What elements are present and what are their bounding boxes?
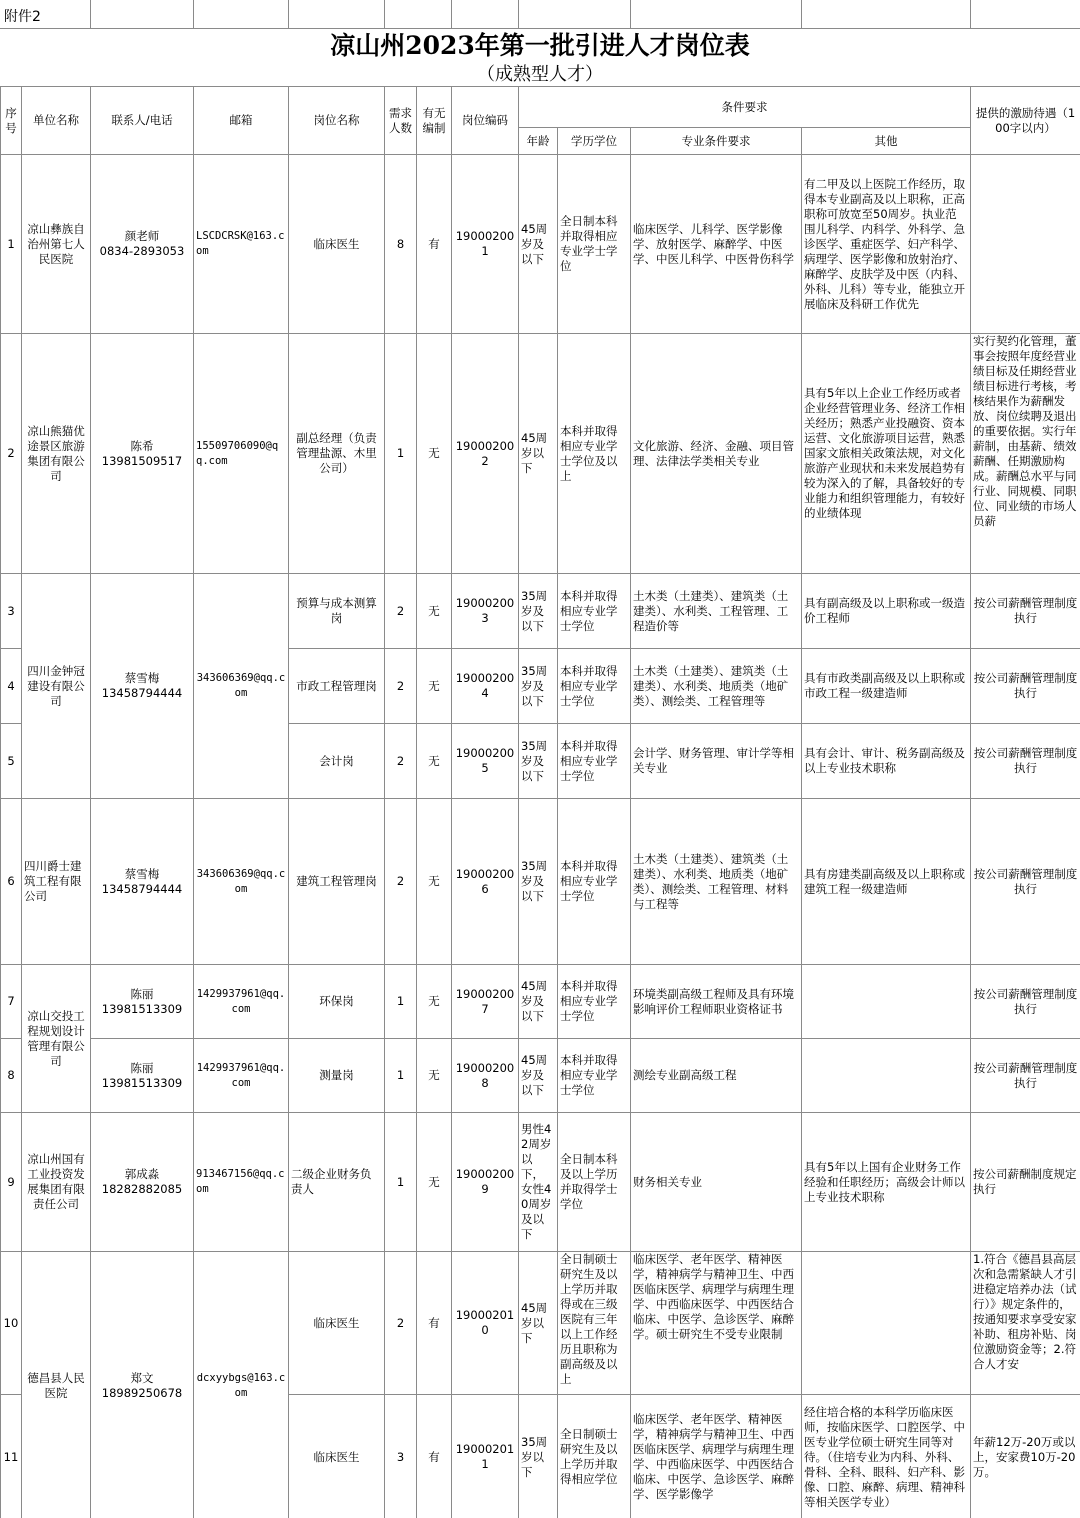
- cell-other: [802, 965, 971, 1039]
- cell-other: [802, 1039, 971, 1113]
- cell-major: 土木类（土建类）、建筑类（土建类）、水利类、工程管理、工程造价等: [631, 574, 802, 649]
- cell-code: 190002010: [452, 1252, 519, 1395]
- cell-code: 190002007: [452, 965, 519, 1039]
- cell-count: 1: [385, 1039, 417, 1113]
- cell-unit: 凉山州国有工业投资发展集团有限责任公司: [22, 1113, 91, 1252]
- cell-email: LSCDCRSK@163.com: [194, 155, 289, 334]
- page-subtitle: （成熟型人才）: [477, 64, 603, 85]
- cell-benefit: 按公司薪酬制度规定执行: [971, 1113, 1080, 1252]
- header-conditions: 条件要求: [519, 87, 971, 128]
- cell-post: 市政工程管理岗: [289, 649, 385, 724]
- grid-line: [518, 0, 519, 28]
- cell-count: 3: [385, 1395, 417, 1518]
- cell-age: 45周岁及以下: [519, 1039, 558, 1113]
- cell-degree: 本科并取得相应专业学士学位: [558, 1039, 631, 1113]
- cell-post: 环保岗: [289, 965, 385, 1039]
- cell-degree: 全日制硕士研究生及以上学历并取得相应学位: [558, 1395, 631, 1518]
- grid-line: [801, 0, 802, 28]
- cell-major: 会计学、财务管理、审计学等相关专业: [631, 724, 802, 799]
- cell-email: dcxyybgs@163.com: [194, 1252, 289, 1518]
- grid-line: [451, 0, 452, 28]
- header-code: 岗位编码: [452, 87, 519, 155]
- header-unit: 单位名称: [22, 87, 91, 155]
- cell-age: 45周岁以下: [519, 1252, 558, 1395]
- cell-other: 经住培合格的本科学历临床医师，按临床医学、口腔医学、中医专业学位硕士研究生同等对待。（住培专业为内科、外科、骨科、全科、眼科、妇产科、影像、口腔、麻醉、病理、精神科等相关医学专业）: [802, 1395, 971, 1518]
- cell-code: 190002006: [452, 799, 519, 965]
- cell-degree: 全日制本科及以上学历并取得学士学位: [558, 1113, 631, 1252]
- cell-count: 1: [385, 1113, 417, 1252]
- cell-major: 文化旅游、经济、金融、项目管理、法律法学类相关专业: [631, 334, 802, 574]
- cell-code: 190002011: [452, 1395, 519, 1518]
- cell-seq: 10: [1, 1252, 22, 1395]
- cell-major: 临床医学、儿科学、医学影像学、放射医学、麻醉学、中医学、中医儿科学、中医骨伤科学: [631, 155, 802, 334]
- cell-email: 913467156@qq.com: [194, 1113, 289, 1252]
- header-age: 年龄: [519, 128, 558, 155]
- header-staffing: 有无编制: [417, 87, 452, 155]
- header-other: 其他: [802, 128, 971, 155]
- cell-post: 会计岗: [289, 724, 385, 799]
- cell-post: 预算与成本测算岗: [289, 574, 385, 649]
- cell-seq: 11: [1, 1395, 22, 1518]
- cell-count: 1: [385, 965, 417, 1039]
- cell-other: 具有副高级及以上职称或一级造价工程师: [802, 574, 971, 649]
- cell-seq: 7: [1, 965, 22, 1039]
- cell-seq: 6: [1, 799, 22, 965]
- grid-line: [970, 0, 971, 28]
- cell-benefit: 按公司薪酬管理制度执行: [971, 799, 1080, 965]
- cell-major: 财务相关专业: [631, 1113, 802, 1252]
- cell-count: 8: [385, 155, 417, 334]
- cell-major: 土木类（土建类）、建筑类（土建类）、水利类、地质类（地矿类）、测绘类、工程管理等: [631, 649, 802, 724]
- cell-code: 190002008: [452, 1039, 519, 1113]
- table-row: [1, 334, 1080, 574]
- cell-staffing: 无: [417, 1039, 452, 1113]
- cell-benefit: 年薪12万-20万或以上，安家费10万-20万。: [971, 1395, 1080, 1518]
- cell-contact: 颜老师 0834-2893053: [91, 155, 194, 334]
- table-row: [1, 799, 1080, 965]
- cell-major: 临床医学、老年医学、精神医学，精神病学与精神卫生、中西医临床医学、病理学与病理生理学、中西临床医学、中西医结合临床、中医学、急诊医学、麻醉学、医学影像学: [631, 1395, 802, 1518]
- cell-age: 35周岁及以下: [519, 724, 558, 799]
- cell-major: 土木类（土建类）、建筑类（土建类）、水利类、地质类（地矿类）、测绘类、工程管理、材料与工程等: [631, 799, 802, 965]
- cell-other: 具有市政类副高级及以上职称或市政工程一级建造师: [802, 649, 971, 724]
- cell-benefit: 按公司薪酬管理制度执行: [971, 1039, 1080, 1113]
- cell-count: 2: [385, 724, 417, 799]
- cell-staffing: 无: [417, 334, 452, 574]
- cell-post: 副总经理（负责管理盐源、木里公司）: [289, 334, 385, 574]
- grid-line: [384, 0, 385, 28]
- cell-contact: 蔡雪梅 13458794444: [91, 574, 194, 799]
- cell-post: 二级企业财务负责人: [289, 1113, 385, 1252]
- cell-other: 具有房建类副高级及以上职称或建筑工程一级建造师: [802, 799, 971, 965]
- cell-age: 35周岁及以下: [519, 574, 558, 649]
- cell-degree: 全日制硕士研究生及以上学历并取得或在三级医院有三年以上工作经历且职称为副高级及以上: [558, 1252, 631, 1395]
- cell-other: 有二甲及以上医院工作经历，取得本专业副高及以上职称，正高职称可放宽至50周岁。执业范围儿科学、内科学、外科学、急诊医学、重症医学、妇产科学、病理学、医学影像和放射治疗、麻醉学、皮肤学及中医（内科、外科、儿科）等专业，能独立开展临床及科研工作优先: [802, 155, 971, 334]
- cell-seq: 1: [1, 155, 22, 334]
- cell-code: 190002003: [452, 574, 519, 649]
- header-count: 需求人数: [385, 87, 417, 155]
- cell-major: 测绘专业副高级工程: [631, 1039, 802, 1113]
- cell-seq: 2: [1, 334, 22, 574]
- cell-age: 45周岁及以下: [519, 965, 558, 1039]
- header-post: 岗位名称: [289, 87, 385, 155]
- cell-post: 建筑工程管理岗: [289, 799, 385, 965]
- cell-major: 环境类副高级工程师及具有环境影响评价工程师职业资格证书: [631, 965, 802, 1039]
- cell-other: 具有5年以上国有企业财务工作经验和任职经历；高级会计师以上专业技术职称: [802, 1113, 971, 1252]
- cell-other: 具有5年以上企业工作经历或者企业经营管理业务、经济工作相关经历；熟悉产业投融资、资本运营、文化旅游项目运营，熟悉国家文旅相关政策法规，对文化旅游产业现状和未来发展趋势有较为深入的了解，具备较好的专业能力和组织管理能力，有较好的业绩体现: [802, 334, 971, 574]
- cell-post: 临床医生: [289, 1395, 385, 1518]
- cell-seq: 9: [1, 1113, 22, 1252]
- cell-unit: 凉山交投工程规划设计管理有限公司: [22, 965, 91, 1113]
- cell-benefit: 按公司薪酬管理制度执行: [971, 965, 1080, 1039]
- header-email: 邮箱: [194, 87, 289, 155]
- header-degree: 学历学位: [558, 128, 631, 155]
- header-seq: 序号: [1, 87, 22, 155]
- table-row: [1, 1039, 1080, 1113]
- page-title: 凉山州2023年第一批引进人才岗位表: [330, 31, 750, 60]
- cell-contact: 陈希 13981509517: [91, 334, 194, 574]
- cell-age: 男性42周岁以下，女性40周岁及以下: [519, 1113, 558, 1252]
- cell-staffing: 有: [417, 1252, 452, 1395]
- cell-other: 具有会计、审计、税务副高级及以上专业技术职称: [802, 724, 971, 799]
- cell-count: 2: [385, 574, 417, 649]
- cell-age: 35周岁以下: [519, 1395, 558, 1518]
- cell-count: 2: [385, 799, 417, 965]
- cell-staffing: 无: [417, 799, 452, 965]
- grid-line: [630, 0, 631, 28]
- grid-line: [288, 0, 289, 28]
- cell-code: 190002005: [452, 724, 519, 799]
- top-row: [0, 0, 1080, 29]
- header-row: [1, 87, 1080, 128]
- cell-contact: 陈丽 13981513309: [91, 1039, 194, 1113]
- cell-degree: 本科并取得相应专业学士学位: [558, 965, 631, 1039]
- cell-staffing: 无: [417, 649, 452, 724]
- cell-major: 临床医学、老年医学、精神医学，精神病学与精神卫生、中西医临床医学、病理学与病理生理学、中西临床医学、中西医结合临床、中医学、急诊医学、麻醉学。硕士研究生不受专业限制: [631, 1252, 802, 1395]
- table-row: [1, 1252, 1080, 1395]
- cell-age: 45周岁及以下: [519, 155, 558, 334]
- cell-email: 343606369@qq.com: [194, 574, 289, 799]
- cell-unit: 凉山彝族自治州第七人民医院: [22, 155, 91, 334]
- cell-email: 15509706090@qq.com: [194, 334, 289, 574]
- cell-email: 1429937961@qq.com: [194, 1039, 289, 1113]
- cell-unit: 德昌县人民医院: [22, 1252, 91, 1518]
- cell-seq: 5: [1, 724, 22, 799]
- header-benefit: 提供的激励待遇（100字以内）: [971, 87, 1080, 155]
- cell-degree: 本科并取得相应专业学士学位: [558, 724, 631, 799]
- cell-email: 1429937961@qq.com: [194, 965, 289, 1039]
- cell-seq: 8: [1, 1039, 22, 1113]
- cell-degree: 本科并取得相应专业学士学位: [558, 799, 631, 965]
- cell-staffing: 有: [417, 155, 452, 334]
- positions-table: [0, 86, 1080, 1518]
- cell-contact: 陈丽 13981513309: [91, 965, 194, 1039]
- cell-benefit: 按公司薪酬管理制度执行: [971, 649, 1080, 724]
- table-row: [1, 965, 1080, 1039]
- cell-staffing: 无: [417, 1113, 452, 1252]
- cell-unit: 四川金钟冠建设有限公司: [22, 574, 91, 799]
- cell-unit: 凉山熊猫优途景区旅游集团有限公司: [22, 334, 91, 574]
- cell-count: 1: [385, 334, 417, 574]
- cell-benefit: 按公司薪酬管理制度执行: [971, 724, 1080, 799]
- cell-contact: 郭成淼 18282882085: [91, 1113, 194, 1252]
- cell-benefit: [971, 155, 1080, 334]
- cell-age: 45周岁以下: [519, 334, 558, 574]
- cell-staffing: 无: [417, 724, 452, 799]
- cell-code: 190002002: [452, 334, 519, 574]
- cell-count: 2: [385, 649, 417, 724]
- cell-degree: 本科并取得相应专业学士学位: [558, 574, 631, 649]
- cell-contact: 蔡雪梅 13458794444: [91, 799, 194, 965]
- table-row: [1, 155, 1080, 334]
- cell-post: 临床医生: [289, 1252, 385, 1395]
- cell-degree: 本科并取得相应专业学士学位及以上: [558, 334, 631, 574]
- cell-other: [802, 1252, 971, 1395]
- cell-post: 临床医生: [289, 155, 385, 334]
- cell-staffing: 无: [417, 965, 452, 1039]
- cell-seq: 4: [1, 649, 22, 724]
- header-contact: 联系人/电话: [91, 87, 194, 155]
- annex-label: 附件2: [4, 9, 41, 25]
- cell-benefit: 按公司薪酬管理制度执行: [971, 574, 1080, 649]
- cell-count: 2: [385, 1252, 417, 1395]
- cell-staffing: 有: [417, 1395, 452, 1518]
- cell-contact: 郑文 18989250678: [91, 1252, 194, 1518]
- cell-age: 35周岁及以下: [519, 649, 558, 724]
- grid-line: [193, 0, 194, 28]
- cell-degree: 全日制本科并取得相应专业学士学位: [558, 155, 631, 334]
- cell-code: 190002001: [452, 155, 519, 334]
- cell-unit: 四川爵士建筑工程有限公司: [22, 799, 91, 965]
- header-major: 专业条件要求: [631, 128, 802, 155]
- cell-age: 35周岁及以下: [519, 799, 558, 965]
- cell-degree: 本科并取得相应专业学士学位: [558, 649, 631, 724]
- cell-email: 343606369@qq.com: [194, 799, 289, 965]
- cell-code: 190002009: [452, 1113, 519, 1252]
- cell-benefit: 实行契约化管理，董事会按照年度经营业绩目标及任期经营业绩目标进行考核，考核结果作为薪酬发放、岗位续聘及退出的重要依据。实行年薪制，由基薪、绩效薪酬、任期激励构成。薪酬总水平与同行业、同规模、同职位、同业绩的市场人员薪: [971, 334, 1080, 574]
- cell-code: 190002004: [452, 649, 519, 724]
- grid-line: [90, 0, 91, 28]
- cell-post: 测量岗: [289, 1039, 385, 1113]
- cell-staffing: 无: [417, 574, 452, 649]
- table-row: [1, 1113, 1080, 1252]
- table-row: [1, 574, 1080, 649]
- cell-benefit: 1.符合《德昌县高层次和急需紧缺人才引进稳定培养办法（试行）》规定条件的，按通知要求享受安家补助、租房补贴、岗位激励资金等；2.符合人才安: [971, 1252, 1080, 1395]
- cell-seq: 3: [1, 574, 22, 649]
